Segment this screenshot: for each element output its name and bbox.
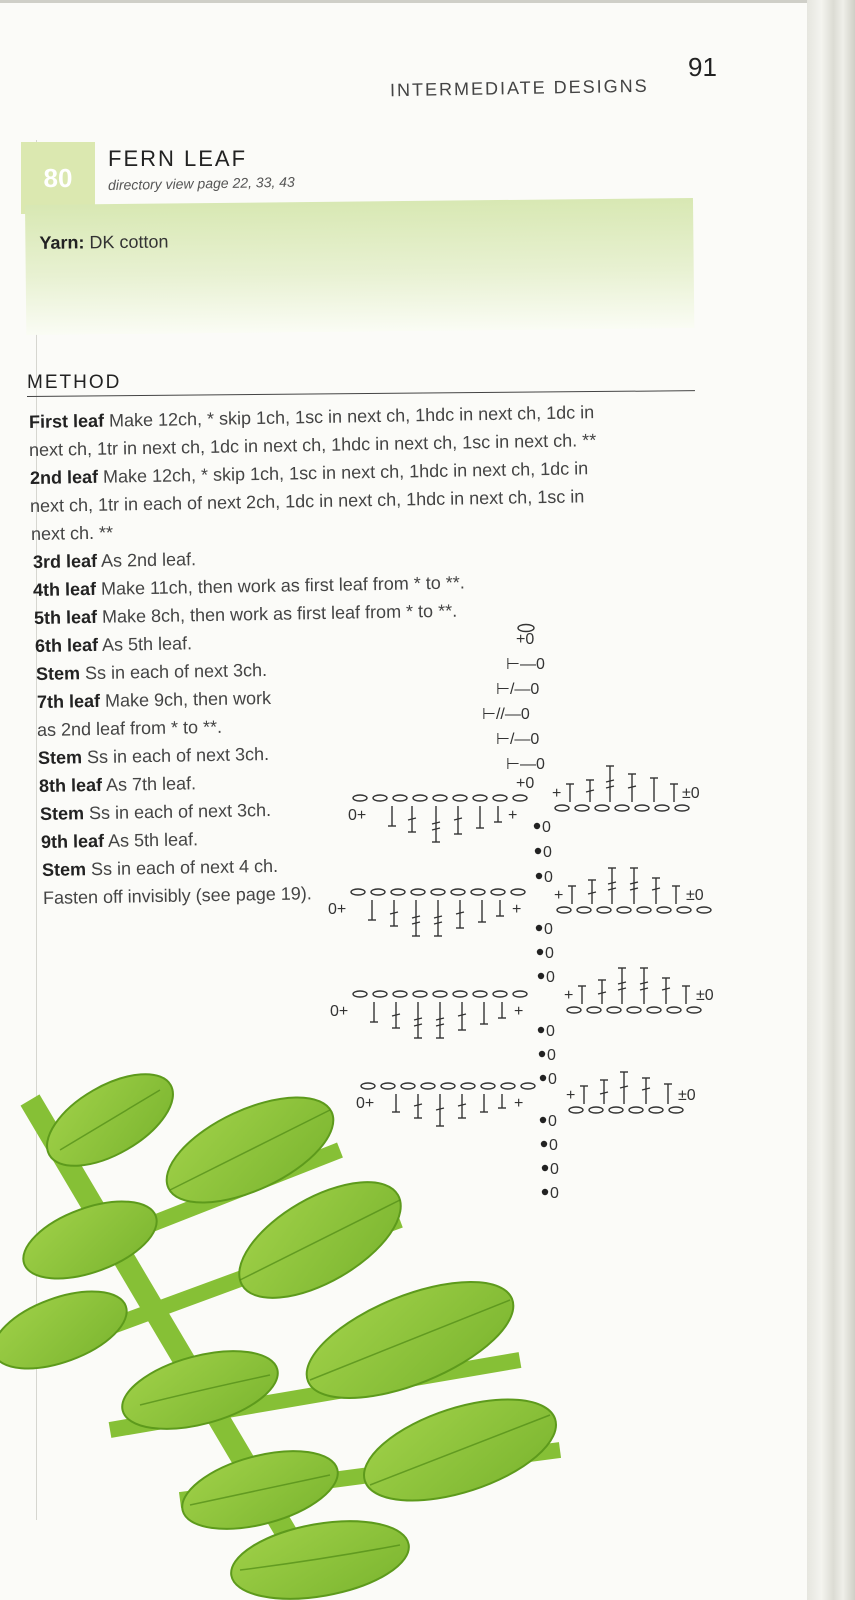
svg-text:0: 0 — [545, 945, 554, 962]
instruction-text: Make 8ch, then work as first leaf from * to **. — [96, 600, 458, 627]
instruction-line — [39, 773, 196, 797]
instruction-line — [29, 402, 595, 433]
svg-text:+: + — [514, 1095, 524, 1112]
instruction-text: As 5th leaf. — [97, 633, 193, 655]
svg-text:+0: +0 — [516, 631, 535, 648]
instruction-label: 4th leaf — [32, 578, 97, 600]
instruction-label: 8th leaf — [38, 774, 103, 796]
page-number: 91 — [688, 52, 717, 82]
instruction-text: next ch. ** — [30, 522, 114, 544]
svg-text:0+: 0+ — [330, 1003, 349, 1020]
svg-text:0: 0 — [546, 969, 555, 986]
instruction-text: Ss in each of next 3ch. — [79, 659, 268, 684]
section-title: INTERMEDIATE DESIGNS — [389, 75, 649, 101]
design-title: FERN LEAF — [108, 146, 248, 171]
instruction-text: as 2nd leaf from * to **. — [36, 716, 223, 740]
instruction-text: next ch, 1tr in next ch, 1dc in next ch, 1hdc in next ch, 1sc in next ch. ** — [28, 430, 597, 460]
instruction-label: Stem — [37, 747, 83, 768]
instruction-line — [33, 572, 465, 601]
instruction-text: Fasten off invisibly (see page 19). — [42, 883, 312, 908]
svg-text:±0: ±0 — [696, 987, 714, 1004]
instruction-text: Ss in each of next 3ch. — [81, 743, 270, 768]
instruction-text: Make 12ch, * skip 1ch, 1sc in next ch, 1hdc in next ch, 1dc in — [97, 458, 589, 487]
method-divider — [27, 390, 695, 397]
instruction-text: Make 12ch, * skip 1ch, 1sc in next ch, 1hdc in next ch, 1dc in — [103, 402, 595, 431]
svg-text:0: 0 — [549, 1137, 558, 1154]
instruction-line — [30, 486, 585, 517]
instruction-label: 3rd leaf — [32, 550, 98, 572]
instruction-line — [41, 829, 198, 853]
instruction-label: First leaf — [28, 410, 105, 432]
svg-text:0: 0 — [543, 844, 552, 861]
svg-text:0: 0 — [548, 1113, 557, 1130]
svg-text:⊢//—0: ⊢//—0 — [482, 706, 530, 723]
instruction-line — [30, 458, 589, 489]
directory-reference: directory view page 22, 33, 43 — [107, 173, 295, 193]
svg-text:0: 0 — [548, 1071, 557, 1088]
svg-text:0+: 0+ — [356, 1095, 375, 1112]
instruction-line — [35, 633, 192, 657]
instruction-label: 2nd leaf — [29, 466, 99, 488]
svg-text:0+: 0+ — [328, 901, 347, 918]
svg-text:+: + — [508, 807, 518, 824]
yarn-value: DK cotton — [84, 231, 169, 253]
instruction-label: 9th leaf — [40, 830, 105, 852]
instruction-line — [40, 800, 271, 825]
instruction-text: Make 9ch, then work — [99, 687, 272, 711]
instruction-label: 6th leaf — [34, 634, 99, 656]
svg-text:+: + — [566, 1087, 576, 1104]
instruction-label: 5th leaf — [33, 606, 98, 628]
instruction-line — [42, 856, 278, 881]
svg-text:0: 0 — [544, 869, 553, 886]
instruction-label: 7th leaf — [36, 690, 101, 712]
design-number-badge: 80 — [21, 142, 95, 214]
svg-text:0: 0 — [546, 1023, 555, 1040]
svg-text:0: 0 — [547, 1047, 556, 1064]
instruction-text: Ss in each of next 3ch. — [83, 799, 272, 824]
yarn-label: Yarn: — [39, 232, 85, 253]
svg-text:⊢/—0: ⊢/—0 — [496, 731, 540, 748]
instruction-text: As 7th leaf. — [101, 773, 197, 795]
instruction-label: Stem — [35, 663, 81, 684]
svg-text:+: + — [552, 785, 562, 802]
page-top-edge — [0, 0, 807, 3]
method-heading: METHOD — [27, 372, 122, 393]
svg-text:+: + — [554, 887, 564, 904]
instruction-line — [37, 717, 222, 741]
yarn-box — [25, 198, 694, 335]
svg-text:⊢—0: ⊢—0 — [506, 656, 545, 673]
instruction-line — [38, 744, 269, 769]
svg-text:0+: 0+ — [348, 807, 367, 824]
instruction-label: Stem — [39, 803, 85, 824]
instruction-line — [37, 688, 271, 713]
instruction-line — [33, 549, 196, 573]
instruction-text: Make 11ch, then work as first leaf from * to **. — [95, 572, 465, 599]
instruction-label: Stem — [41, 859, 87, 880]
svg-text:±0: ±0 — [678, 1087, 696, 1104]
instruction-text: next ch, 1tr in each of next 2ch, 1dc in next ch, 1hdc in next ch, 1sc in — [29, 486, 585, 516]
svg-text:+0: +0 — [516, 775, 535, 792]
instruction-line — [31, 523, 113, 545]
instruction-line — [43, 883, 312, 909]
instruction-text: As 2nd leaf. — [96, 549, 197, 571]
instruction-line — [29, 430, 597, 461]
yarn-line — [39, 232, 168, 254]
book-page-edge — [807, 0, 855, 1600]
instruction-line — [36, 660, 267, 685]
svg-text:+: + — [564, 987, 574, 1004]
svg-text:⊢/—0: ⊢/—0 — [496, 681, 540, 698]
instruction-text: As 5th leaf. — [103, 829, 199, 851]
svg-text:±0: ±0 — [686, 887, 704, 904]
svg-text:0: 0 — [542, 819, 551, 836]
svg-text:0: 0 — [544, 921, 553, 938]
svg-text:+: + — [514, 1003, 524, 1020]
svg-text:0: 0 — [550, 1161, 559, 1178]
svg-text:±0: ±0 — [682, 785, 700, 802]
svg-text:+: + — [512, 901, 522, 918]
fern-leaf-photo — [0, 1030, 590, 1600]
svg-text:0: 0 — [550, 1185, 559, 1202]
svg-text:⊢—0: ⊢—0 — [506, 756, 545, 773]
instruction-text: Ss in each of next 4 ch. — [85, 855, 279, 880]
